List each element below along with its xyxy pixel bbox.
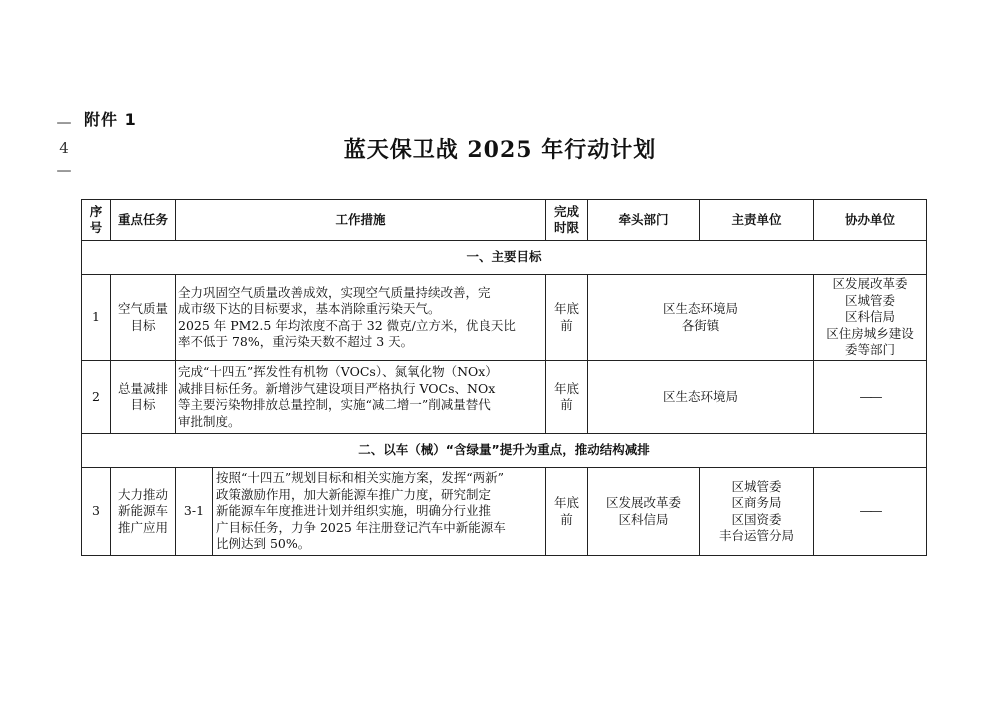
row-no: 2 — [82, 361, 111, 434]
table-row — [82, 275, 927, 361]
document-title: 蓝天保卫战 2025 年行动计划 — [343, 137, 657, 163]
section-heading: 一、主要目标 — [82, 241, 927, 275]
row-lead-main: 区生态环境局 — [588, 361, 814, 434]
row-no: 1 — [82, 275, 111, 361]
row-deadline: 年底前 — [546, 468, 588, 556]
row-measures: 按照“十四五”规划目标和相关实施方案，发挥“两新” 政策激励作用，加大新能源车推广力度，研究制定 新能源车年度推进计划并组织实施，明确分行业推 广目标任务，力争 2025 年注册登记汽车中新能源车 比例达到 50%。 — [216, 470, 506, 552]
row-lead: 区发展改革委 区科信局 — [588, 468, 700, 556]
row-assist: 区发展改革委 区城管委 区科信局 区住房城乡建设 委等部门 — [814, 275, 927, 361]
row-measures: 完成“十四五”挥发性有机物（VOCs）、氮氧化物（NOx） 减排目标任务。新增涉气建设项目严格执行 VOCs、NOx 等主要污染物排放总量控制，实施“减二增一”削减量替代 审批制度。 — [176, 361, 546, 434]
row-task: 大力推动新能源车推广应用 — [111, 468, 176, 556]
header-assist: 协办单位 — [814, 200, 927, 241]
table-row — [82, 468, 927, 556]
table-row — [82, 361, 927, 434]
header-lead: 牵头部门 — [588, 200, 700, 241]
row-main: 区城管委 区商务局 区国资委 丰台运管分局 — [700, 468, 814, 556]
row-task: 总量减排目标 — [111, 361, 176, 434]
section-heading: 二、以车（械）“含绿量”提升为重点，推动结构减排 — [82, 434, 927, 468]
table-header-row — [82, 200, 927, 241]
row-task: 空气质量目标 — [111, 275, 176, 361]
section-heading-row — [82, 241, 927, 275]
action-plan-table — [81, 199, 927, 556]
row-measures-cell — [176, 468, 546, 556]
attachment-label: 附件 1 — [84, 110, 137, 129]
header-measures: 工作措施 — [176, 200, 546, 241]
row-deadline: 年底前 — [546, 275, 588, 361]
header-main: 主责单位 — [700, 200, 814, 241]
header-no: 序号 — [82, 200, 111, 241]
row-assist: —— — [814, 468, 927, 556]
row-lead-main: 区生态环境局 各街镇 — [588, 275, 814, 361]
header-deadline: 完成时限 — [546, 200, 588, 241]
page-number-marker: — 4 — — [56, 113, 72, 179]
section-heading-row — [82, 434, 927, 468]
row-deadline: 年底前 — [546, 361, 588, 434]
row-measures: 全力巩固空气质量改善成效，实现空气质量持续改善，完 成市级下达的目标要求，基本消除重污染天气。 2025 年 PM2.5 年均浓度不高于 32 微克/立方米，优良天比 率不低于 78%，重污染天数不超过 3 天。 — [176, 275, 546, 361]
header-task: 重点任务 — [111, 200, 176, 241]
row-assist: —— — [814, 361, 927, 434]
row-sub-no: 3-1 — [176, 468, 213, 555]
row-no: 3 — [82, 468, 111, 556]
